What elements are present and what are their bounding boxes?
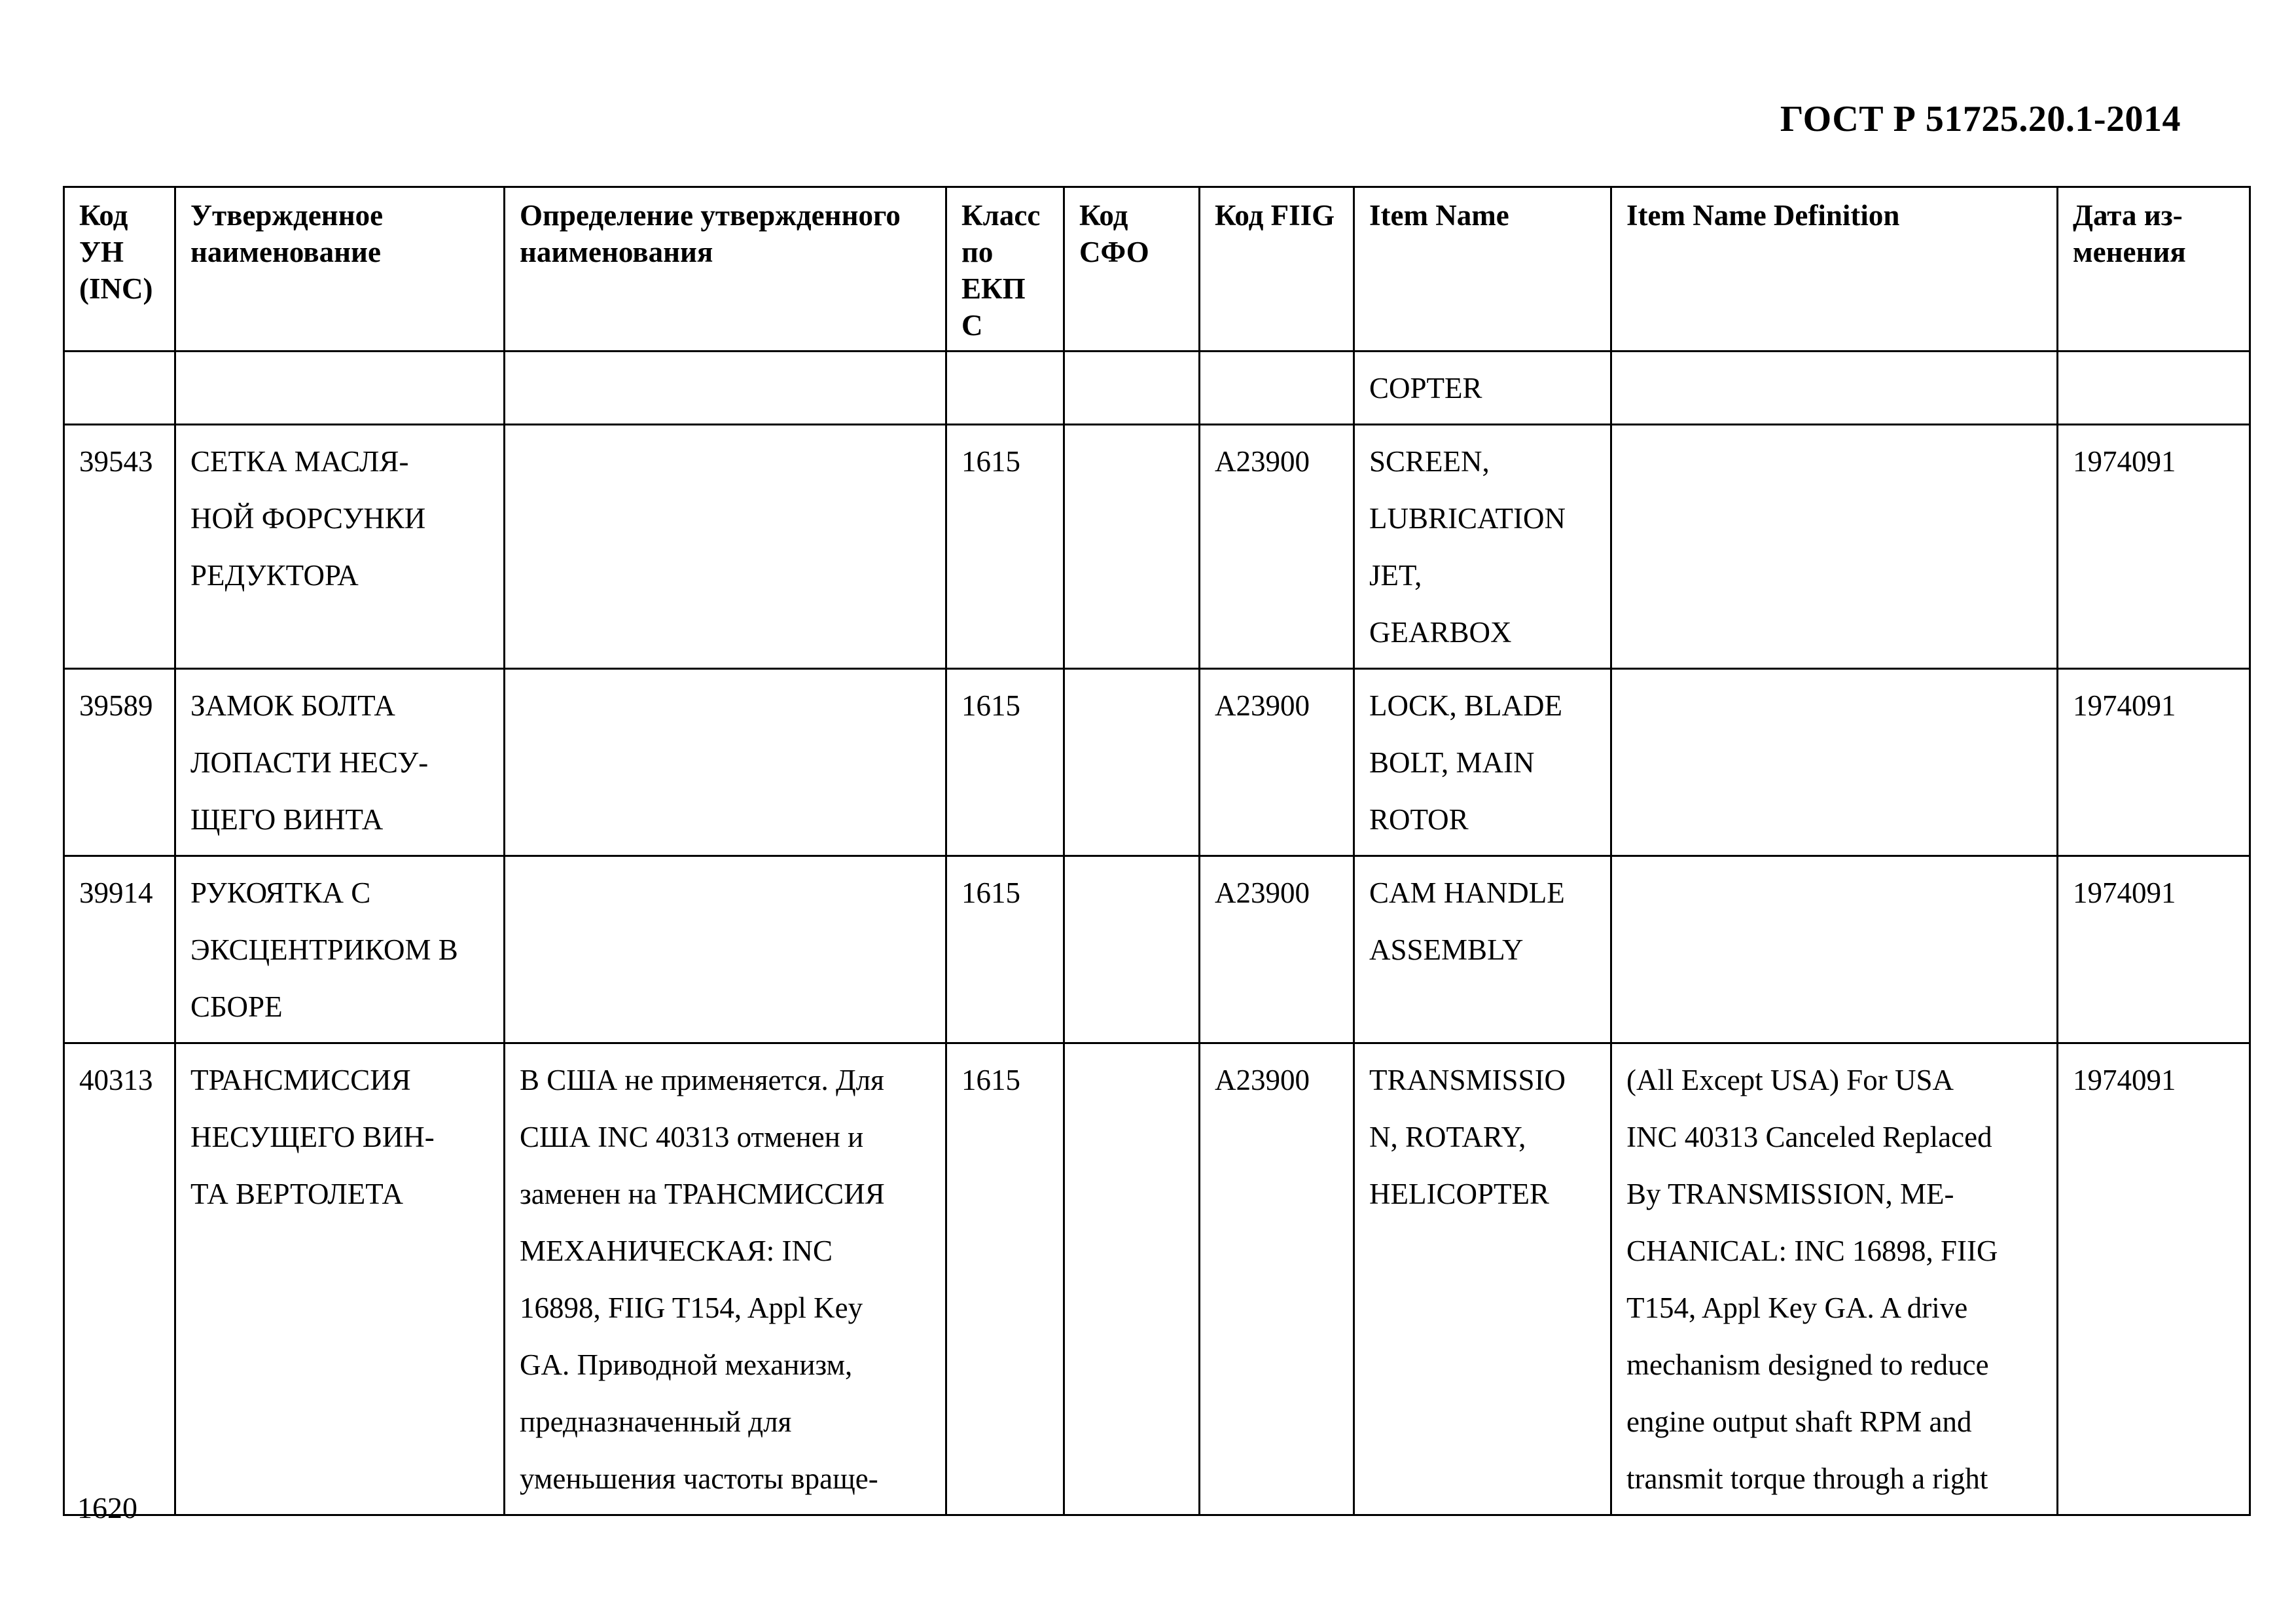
cell-date — [2058, 352, 2250, 425]
cell-name-ru: СЕТКА МАСЛЯ- НОЙ ФОРСУНКИ РЕДУКТОРА — [175, 425, 505, 669]
cell-sfo — [1064, 669, 1200, 856]
cell-class: 1615 — [946, 1043, 1064, 1515]
cell-date: 1974091 — [2058, 425, 2250, 669]
cell-item-definition: (All Except USA) For USA INC 40313 Canceled Replaced By TRANSMISSION, ME- CHANICAL: INC 16898, FIIG T154, Appl Key GA. A drive mechanism designed to reduce engine output shaft RPM and transmit torque through a right — [1611, 1043, 2058, 1515]
cell-item-definition — [1611, 856, 2058, 1043]
cell-class — [946, 352, 1064, 425]
cell-sfo — [1064, 352, 1200, 425]
column-header-inc: Код УН (INC) — [64, 187, 175, 352]
cell-definition-ru — [505, 425, 946, 669]
cell-definition-ru: В США не применяется. Для США INC 40313 отменен и заменен на ТРАНСМИССИЯ МЕХАНИЧЕСКАЯ: INC 16898, FIIG T154, Appl Key GA. Приводной механизм, предназначенный для уменьшения частоты враще- — [505, 1043, 946, 1515]
cell-name-ru: ЗАМОК БОЛТА ЛОПАСТИ НЕСУ- ЩЕГО ВИНТА — [175, 669, 505, 856]
cell-definition-ru — [505, 669, 946, 856]
cell-fiig: A23900 — [1200, 856, 1354, 1043]
cell-inc: 39543 — [64, 425, 175, 669]
cell-item-definition — [1611, 669, 2058, 856]
cell-item-definition — [1611, 425, 2058, 669]
cell-sfo — [1064, 856, 1200, 1043]
cell-item-name: CAM HANDLE ASSEMBLY — [1354, 856, 1611, 1043]
column-header-name-definition-ru: Определение утвержденного наименования — [505, 187, 946, 352]
cell-item-name: TRANSMISSIO N, ROTARY, HELICOPTER — [1354, 1043, 1611, 1515]
page-number: 1620 — [77, 1491, 137, 1525]
cell-definition-ru — [505, 352, 946, 425]
cell-inc — [64, 352, 175, 425]
table-row — [64, 352, 2250, 425]
cell-fiig — [1200, 352, 1354, 425]
cell-fiig: A23900 — [1200, 1043, 1354, 1515]
column-header-sfo: Код СФО — [1064, 187, 1200, 352]
column-header-change-date: Дата из- менения — [2058, 187, 2250, 352]
table-header-row — [64, 187, 2250, 352]
table-row — [64, 425, 2250, 669]
document-code: ГОСТ Р 51725.20.1-2014 — [1780, 99, 2181, 139]
cell-item-definition — [1611, 352, 2058, 425]
cell-fiig: A23900 — [1200, 425, 1354, 669]
cell-sfo — [1064, 425, 1200, 669]
column-header-item-name-definition: Item Name Definition — [1611, 187, 2058, 352]
table-row — [64, 856, 2250, 1043]
cell-date: 1974091 — [2058, 669, 2250, 856]
cell-name-ru — [175, 352, 505, 425]
cell-class: 1615 — [946, 856, 1064, 1043]
cell-item-name: COPTER — [1354, 352, 1611, 425]
cell-name-ru: ТРАНСМИССИЯ НЕСУЩЕГО ВИН- ТА ВЕРТОЛЕТА — [175, 1043, 505, 1515]
column-header-fiig: Код FIIG — [1200, 187, 1354, 352]
cell-inc: 40313 — [64, 1043, 175, 1515]
cell-fiig: A23900 — [1200, 669, 1354, 856]
cell-date: 1974091 — [2058, 856, 2250, 1043]
item-names-table — [63, 186, 2251, 1516]
cell-inc: 39589 — [64, 669, 175, 856]
cell-date: 1974091 — [2058, 1043, 2250, 1515]
column-header-approved-name: Утвержденное наименование — [175, 187, 505, 352]
table-row — [64, 669, 2250, 856]
table-row — [64, 1043, 2250, 1515]
cell-item-name: LOCK, BLADE BOLT, MAIN ROTOR — [1354, 669, 1611, 856]
cell-class: 1615 — [946, 669, 1064, 856]
cell-class: 1615 — [946, 425, 1064, 669]
cell-definition-ru — [505, 856, 946, 1043]
column-header-item-name: Item Name — [1354, 187, 1611, 352]
cell-inc: 39914 — [64, 856, 175, 1043]
cell-item-name: SCREEN, LUBRICATION JET, GEARBOX — [1354, 425, 1611, 669]
cell-name-ru: РУКОЯТКА С ЭКСЦЕНТРИКОМ В СБОРЕ — [175, 856, 505, 1043]
column-header-class: Класс по ЕКП С — [946, 187, 1064, 352]
cell-sfo — [1064, 1043, 1200, 1515]
